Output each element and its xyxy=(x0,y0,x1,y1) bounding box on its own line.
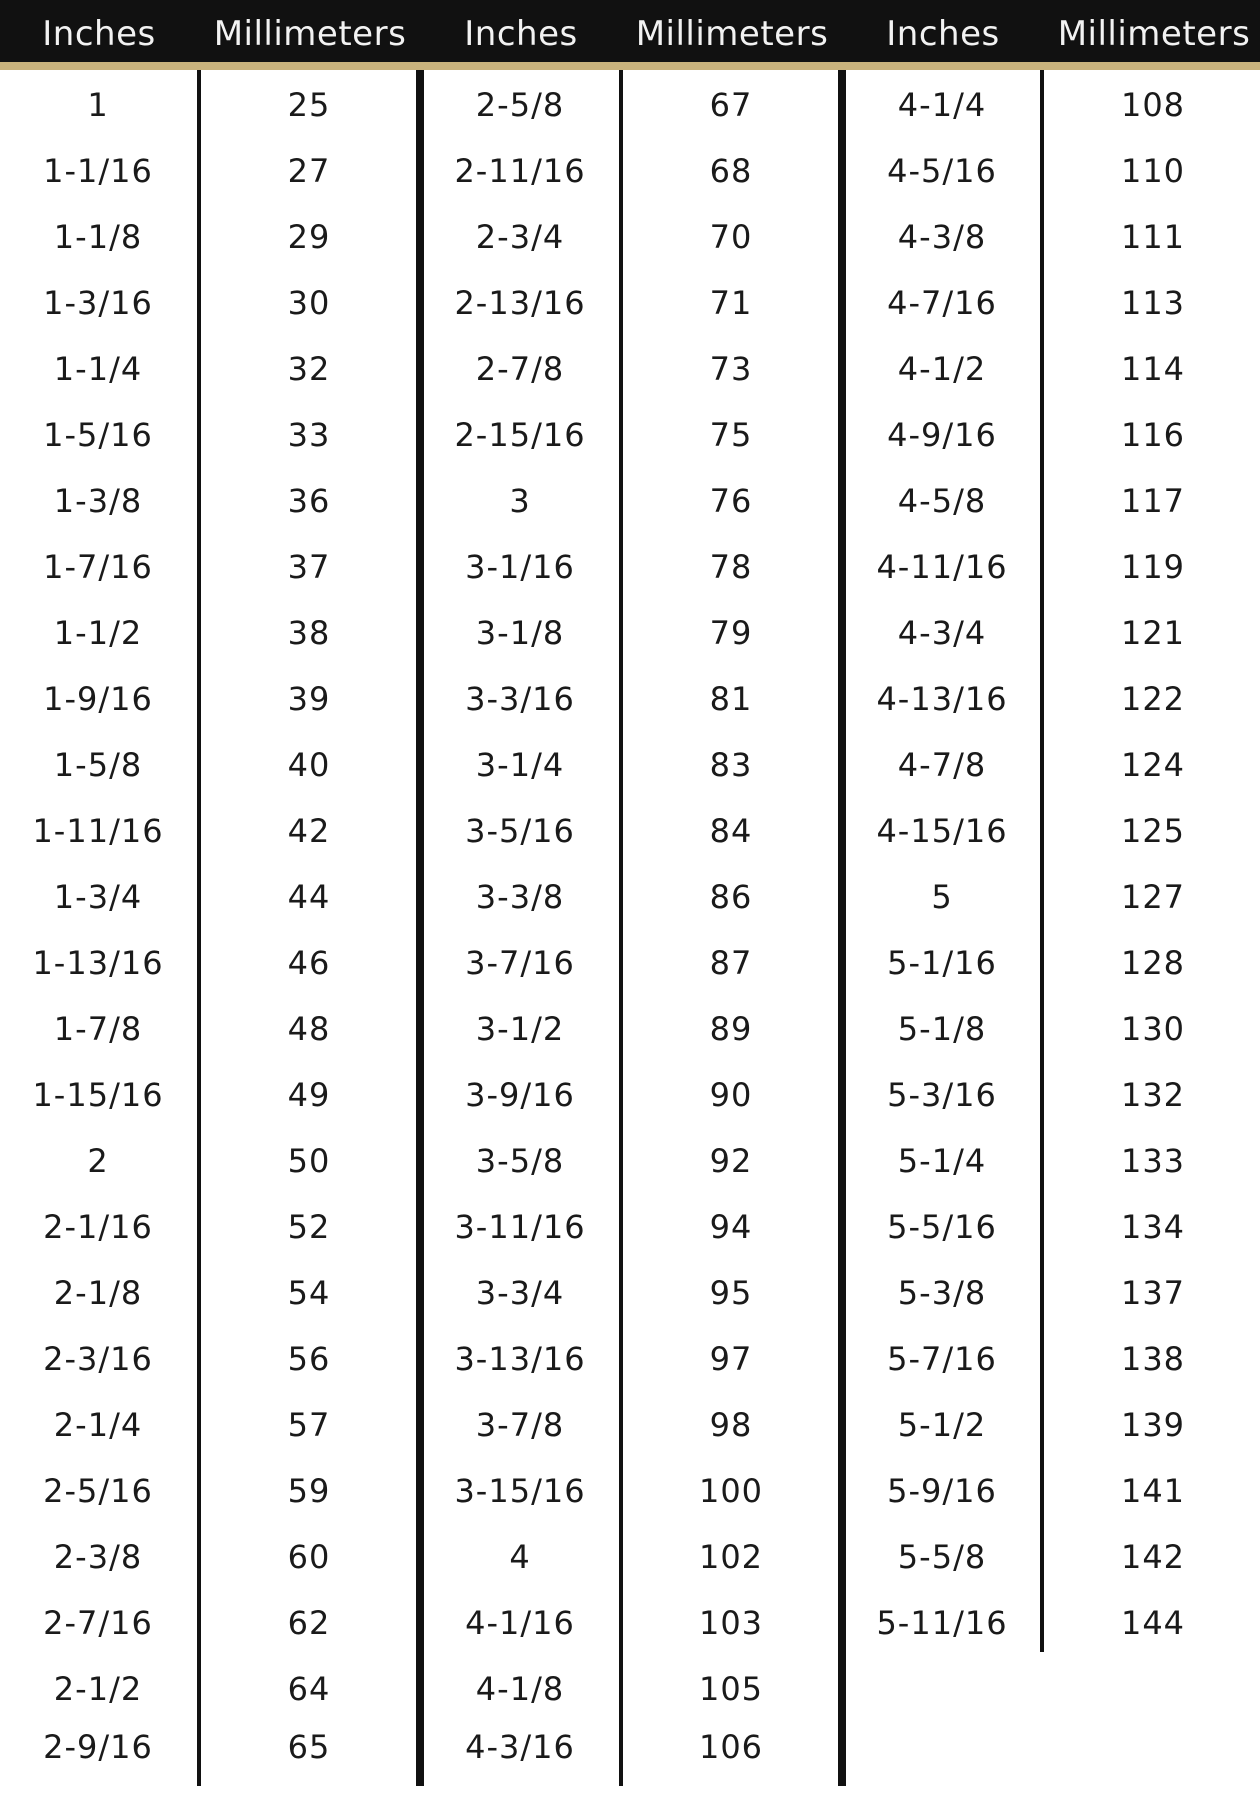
inches-cell: 1-15/16 xyxy=(32,1076,164,1114)
millimeters-cell: 60 xyxy=(287,1538,331,1576)
millimeters-cell: 37 xyxy=(287,548,331,586)
inches-cell: 4-1/8 xyxy=(475,1670,565,1708)
millimeters-cell: 50 xyxy=(287,1142,331,1180)
inches-cell: 3-3/16 xyxy=(465,680,575,718)
millimeters-cell: 108 xyxy=(1120,86,1186,124)
inches-cell: 2-1/16 xyxy=(43,1208,153,1246)
header-cell-inches: Inches xyxy=(886,14,1000,54)
inches-cell: 4 xyxy=(509,1538,531,1576)
millimeters-cell: 89 xyxy=(709,1010,753,1048)
millimeters-cell: 81 xyxy=(709,680,753,718)
inches-cell: 2-3/4 xyxy=(475,218,565,256)
millimeters-cell: 97 xyxy=(709,1340,753,1378)
millimeters-cell: 119 xyxy=(1120,548,1186,586)
millimeters-cell: 128 xyxy=(1120,944,1186,982)
millimeters-cell: 52 xyxy=(287,1208,331,1246)
inches-cell: 1-9/16 xyxy=(43,680,153,718)
millimeters-cell: 25 xyxy=(287,86,331,124)
millimeters-cell: 78 xyxy=(709,548,753,586)
millimeters-cell: 46 xyxy=(287,944,331,982)
inches-cell: 4-3/8 xyxy=(897,218,987,256)
millimeters-cell: 138 xyxy=(1120,1340,1186,1378)
millimeters-cell: 86 xyxy=(709,878,753,916)
millimeters-cell: 33 xyxy=(287,416,331,454)
millimeters-cell: 132 xyxy=(1120,1076,1186,1114)
inches-cell: 2-13/16 xyxy=(454,284,586,322)
header-cell-millimeters: Millimeters xyxy=(635,14,829,54)
inches-cell: 1-13/16 xyxy=(32,944,164,982)
header-accent-rule xyxy=(0,62,1260,70)
millimeters-cell: 59 xyxy=(287,1472,331,1510)
inches-cell: 1 xyxy=(87,86,109,124)
inches-cell: 1-5/8 xyxy=(53,746,143,784)
inches-cell: 5 xyxy=(931,878,953,916)
header-cell-inches: Inches xyxy=(464,14,578,54)
millimeters-cell: 133 xyxy=(1120,1142,1186,1180)
millimeters-cell: 30 xyxy=(287,284,331,322)
inches-cell: 5-1/16 xyxy=(887,944,997,982)
millimeters-cell: 95 xyxy=(709,1274,753,1312)
millimeters-cell: 57 xyxy=(287,1406,331,1444)
millimeters-cell: 142 xyxy=(1120,1538,1186,1576)
inches-cell: 3 xyxy=(509,482,531,520)
header-cell-inches: Inches xyxy=(42,14,156,54)
inches-cell: 2-3/8 xyxy=(53,1538,143,1576)
millimeters-cell: 111 xyxy=(1120,218,1186,256)
inches-cell: 4-11/16 xyxy=(876,548,1008,586)
millimeters-cell: 71 xyxy=(709,284,753,322)
inches-cell: 2-1/8 xyxy=(53,1274,143,1312)
inches-cell: 1-1/2 xyxy=(53,614,143,652)
inches-cell: 3-1/2 xyxy=(475,1010,565,1048)
millimeters-cell: 79 xyxy=(709,614,753,652)
inches-cell: 4-15/16 xyxy=(876,812,1008,850)
inches-cell: 3-1/4 xyxy=(475,746,565,784)
millimeters-cell: 70 xyxy=(709,218,753,256)
inches-cell: 4-1/2 xyxy=(897,350,987,388)
inches-cell: 1-7/16 xyxy=(43,548,153,586)
inches-cell: 3-13/16 xyxy=(454,1340,586,1378)
millimeters-cell: 42 xyxy=(287,812,331,850)
inches-cell: 5-1/8 xyxy=(897,1010,987,1048)
inches-cell: 3-7/16 xyxy=(465,944,575,982)
inches-cell: 5-1/2 xyxy=(897,1406,987,1444)
millimeters-cell: 68 xyxy=(709,152,753,190)
millimeters-cell: 39 xyxy=(287,680,331,718)
inches-cell: 5-3/16 xyxy=(887,1076,997,1114)
millimeters-cell: 100 xyxy=(698,1472,764,1510)
inches-cell: 1-3/4 xyxy=(53,878,143,916)
inches-cell: 1-3/8 xyxy=(53,482,143,520)
millimeters-cell: 65 xyxy=(287,1728,331,1766)
header-cell-millimeters: Millimeters xyxy=(213,14,407,54)
millimeters-cell: 40 xyxy=(287,746,331,784)
inches-cell: 1-11/16 xyxy=(32,812,164,850)
millimeters-cell: 83 xyxy=(709,746,753,784)
inches-cell: 5-5/8 xyxy=(897,1538,987,1576)
millimeters-cell: 67 xyxy=(709,86,753,124)
millimeters-cell: 84 xyxy=(709,812,753,850)
inches-cell: 4-5/8 xyxy=(897,482,987,520)
millimeters-cell: 75 xyxy=(709,416,753,454)
millimeters-cell: 127 xyxy=(1120,878,1186,916)
inches-cell: 2-1/2 xyxy=(53,1670,143,1708)
inches-cell: 3-1/8 xyxy=(475,614,565,652)
millimeters-cell: 137 xyxy=(1120,1274,1186,1312)
inches-cell: 2 xyxy=(87,1142,109,1180)
millimeters-cell: 113 xyxy=(1120,284,1186,322)
inches-cell: 3-1/16 xyxy=(465,548,575,586)
millimeters-cell: 32 xyxy=(287,350,331,388)
inches-cell: 5-1/4 xyxy=(897,1142,987,1180)
millimeters-cell: 130 xyxy=(1120,1010,1186,1048)
millimeters-cell: 36 xyxy=(287,482,331,520)
inches-cell: 4-5/16 xyxy=(887,152,997,190)
inches-cell: 4-13/16 xyxy=(876,680,1008,718)
inches-cell: 4-3/16 xyxy=(465,1728,575,1766)
inches-cell: 4-7/8 xyxy=(897,746,987,784)
millimeters-cell: 125 xyxy=(1120,812,1186,850)
header-cell-millimeters: Millimeters xyxy=(1057,14,1251,54)
inches-cell: 2-7/8 xyxy=(475,350,565,388)
inches-cell: 3-3/8 xyxy=(475,878,565,916)
inches-cell: 2-7/16 xyxy=(43,1604,153,1642)
inches-cell: 2-3/16 xyxy=(43,1340,153,1378)
millimeters-cell: 114 xyxy=(1120,350,1186,388)
millimeters-cell: 134 xyxy=(1120,1208,1186,1246)
millimeters-cell: 124 xyxy=(1120,746,1186,784)
millimeters-cell: 44 xyxy=(287,878,331,916)
millimeters-cell: 48 xyxy=(287,1010,331,1048)
inches-cell: 3-3/4 xyxy=(475,1274,565,1312)
millimeters-cell: 62 xyxy=(287,1604,331,1642)
inches-cell: 4-7/16 xyxy=(887,284,997,322)
inches-cell: 3-7/8 xyxy=(475,1406,565,1444)
millimeters-cell: 27 xyxy=(287,152,331,190)
inches-cell: 4-1/16 xyxy=(465,1604,575,1642)
inches-cell: 3-11/16 xyxy=(454,1208,586,1246)
millimeters-cell: 116 xyxy=(1120,416,1186,454)
millimeters-cell: 141 xyxy=(1120,1472,1186,1510)
inches-cell: 2-5/16 xyxy=(43,1472,153,1510)
inches-cell: 5-3/8 xyxy=(897,1274,987,1312)
inches-cell: 2-5/8 xyxy=(475,86,565,124)
millimeters-cell: 106 xyxy=(698,1728,764,1766)
inches-cell: 1-7/8 xyxy=(53,1010,143,1048)
millimeters-cell: 87 xyxy=(709,944,753,982)
millimeters-cell: 64 xyxy=(287,1670,331,1708)
inches-cell: 3-9/16 xyxy=(465,1076,575,1114)
millimeters-cell: 102 xyxy=(698,1538,764,1576)
millimeters-cell: 121 xyxy=(1120,614,1186,652)
millimeters-cell: 38 xyxy=(287,614,331,652)
inches-cell: 4-3/4 xyxy=(897,614,987,652)
millimeters-cell: 56 xyxy=(287,1340,331,1378)
millimeters-cell: 139 xyxy=(1120,1406,1186,1444)
millimeters-cell: 76 xyxy=(709,482,753,520)
millimeters-cell: 94 xyxy=(709,1208,753,1246)
inches-cell: 1-1/16 xyxy=(43,152,153,190)
millimeters-cell: 54 xyxy=(287,1274,331,1312)
inches-cell: 1-3/16 xyxy=(43,284,153,322)
inches-cell: 2-9/16 xyxy=(43,1728,153,1766)
millimeters-cell: 105 xyxy=(698,1670,764,1708)
inches-cell: 1-1/8 xyxy=(53,218,143,256)
inches-cell: 1-1/4 xyxy=(53,350,143,388)
inches-cell: 1-5/16 xyxy=(43,416,153,454)
inches-cell: 4-1/4 xyxy=(897,86,987,124)
millimeters-cell: 92 xyxy=(709,1142,753,1180)
millimeters-cell: 90 xyxy=(709,1076,753,1114)
inches-cell: 3-5/8 xyxy=(475,1142,565,1180)
millimeters-cell: 144 xyxy=(1120,1604,1186,1642)
inches-cell: 3-5/16 xyxy=(465,812,575,850)
inches-cell: 3-15/16 xyxy=(454,1472,586,1510)
millimeters-cell: 98 xyxy=(709,1406,753,1444)
inches-cell: 4-9/16 xyxy=(887,416,997,454)
millimeters-cell: 110 xyxy=(1120,152,1186,190)
inches-cell: 5-5/16 xyxy=(887,1208,997,1246)
inches-cell: 2-11/16 xyxy=(454,152,586,190)
millimeters-cell: 122 xyxy=(1120,680,1186,718)
millimeters-cell: 29 xyxy=(287,218,331,256)
inches-cell: 5-9/16 xyxy=(887,1472,997,1510)
inches-cell: 5-11/16 xyxy=(876,1604,1008,1642)
millimeters-cell: 103 xyxy=(698,1604,764,1642)
inches-cell: 2-15/16 xyxy=(454,416,586,454)
millimeters-cell: 73 xyxy=(709,350,753,388)
millimeters-cell: 49 xyxy=(287,1076,331,1114)
inches-cell: 5-7/16 xyxy=(887,1340,997,1378)
millimeters-cell: 117 xyxy=(1120,482,1186,520)
inches-cell: 2-1/4 xyxy=(53,1406,143,1444)
